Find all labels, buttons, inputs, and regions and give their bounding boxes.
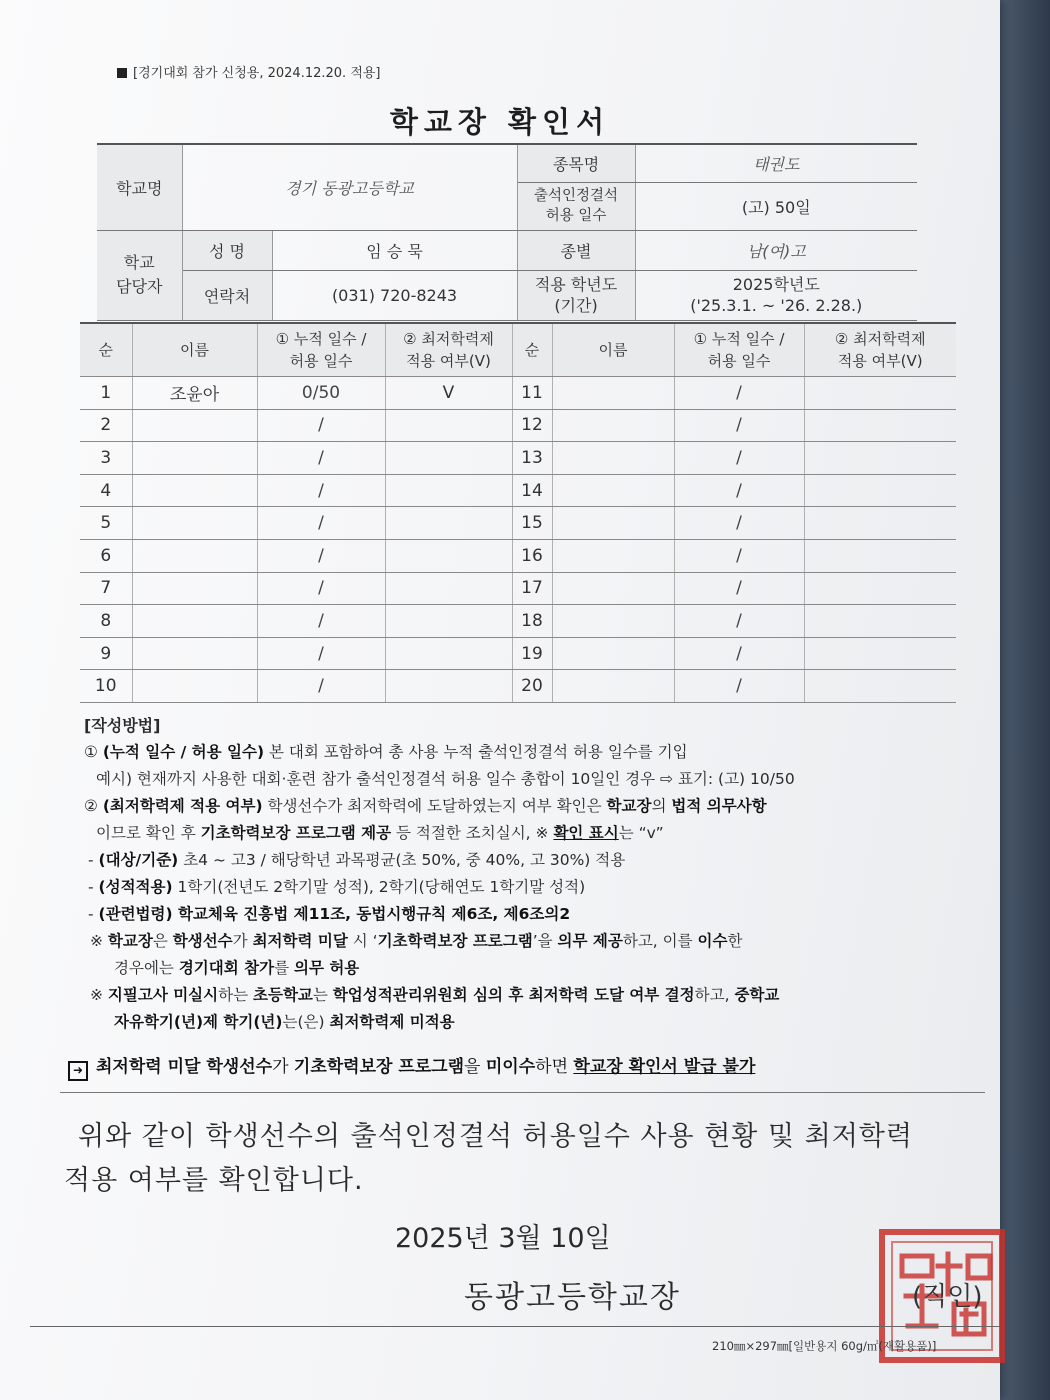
- col-min-line2: 적용 여부(V): [406, 352, 491, 370]
- manager-label-line1: 학교: [123, 253, 155, 272]
- d1-b: (대상/기준): [98, 851, 179, 869]
- year-label-line1: 적용 학년도: [534, 275, 618, 294]
- table-row: [80, 377, 956, 410]
- i2-f: 법적 의무사항: [671, 797, 767, 815]
- row-min-left: [385, 637, 512, 670]
- warning-f: 하면: [535, 1057, 574, 1077]
- row-days-right: /: [674, 539, 804, 572]
- confirmation-text: [64, 1115, 984, 1203]
- n2-g: 하고,: [694, 986, 735, 1004]
- row-no-left: 4: [80, 474, 132, 507]
- d1-c: 초4 ~ 고3 / 해당학년 과목평균(초 50%, 중 40%, 고 30%) 적용: [178, 851, 626, 869]
- sport-value: 태권도: [635, 144, 917, 182]
- row-min-right: [804, 442, 956, 475]
- note-2-cont: [84, 1009, 984, 1036]
- seal-label: (직인): [912, 1282, 983, 1312]
- i2-k: 는 “v”: [618, 824, 664, 842]
- table-row: [80, 474, 956, 507]
- n1-i: ’을: [532, 932, 558, 950]
- row-min-left: [385, 670, 512, 703]
- col-min-line1: ② 최저학력제: [403, 330, 494, 348]
- absence-label-line2: 허용 일수: [545, 208, 607, 224]
- col-no-left: 순: [80, 323, 132, 377]
- document-title: 학교장 확인서: [389, 105, 611, 139]
- row-no-right: 11: [512, 377, 552, 410]
- arrow-right-box-icon: ➜: [68, 1061, 88, 1081]
- d1-a: -: [88, 851, 99, 869]
- row-days-left: /: [257, 409, 385, 442]
- i2-b: (최저학력제 적용 여부): [102, 797, 263, 815]
- row-min-right: [804, 572, 956, 605]
- instructions-heading: [작성방법]: [84, 716, 161, 735]
- n2-c: 하는: [218, 986, 254, 1004]
- d3-b: (관련법령) 학교체육 진흥법 제11조, 동법시행규칙 제6조, 제6조의2: [98, 905, 571, 923]
- n1-q: 의무 허용: [293, 959, 360, 977]
- row-days-left: /: [257, 572, 385, 605]
- instruction-2: [84, 793, 984, 820]
- row-min-right: [804, 539, 956, 572]
- detail-target: [84, 847, 984, 874]
- col-days-left: [257, 323, 385, 377]
- n1-d: 학생선수: [172, 932, 233, 950]
- info-table: [97, 143, 917, 321]
- row-days-right: /: [674, 507, 804, 540]
- row-min-left: [385, 539, 512, 572]
- n2-h: 중학교: [734, 986, 780, 1004]
- row-no-left: 5: [80, 507, 132, 540]
- col-days-right: [674, 323, 804, 377]
- i1-b: (누적 일수 / 허용 일수): [102, 743, 265, 761]
- col-name-right: 이름: [552, 323, 674, 377]
- i2-i: 등 적절한 조치실시, ※: [391, 824, 554, 842]
- row-no-left: 3: [80, 442, 132, 475]
- row-no-left: 6: [80, 539, 132, 572]
- issue-date: 2025년 3월 10일: [395, 1223, 611, 1254]
- table-row: [80, 409, 956, 442]
- name-label: 성 명: [182, 230, 272, 270]
- manager-label: [97, 230, 182, 320]
- confirmation-line2: 적용 여부를 확인합니다.: [64, 1165, 364, 1196]
- row-no-left: 7: [80, 572, 132, 605]
- warning-e: 미이수: [485, 1057, 536, 1077]
- n1-k: 하고, 이를: [622, 932, 698, 950]
- instruction-2-cont: [84, 820, 984, 847]
- warning-c: 기초학력보장 프로그램: [293, 1057, 465, 1077]
- col-days-line2: 허용 일수: [289, 352, 353, 370]
- row-name-left: [132, 474, 257, 507]
- row-min-left: [385, 409, 512, 442]
- manager-label-line2: 담당자: [116, 277, 163, 296]
- col-min-left: [385, 323, 512, 377]
- n1-g: 시 ‘: [347, 932, 378, 950]
- n2-a: ※: [90, 986, 108, 1004]
- row-days-right: /: [674, 442, 804, 475]
- year-label-line2: (기간): [554, 296, 598, 315]
- square-bullet-icon: [117, 68, 127, 78]
- contact-value: (031) 720-8243: [272, 270, 517, 320]
- paper-spec: 210㎜×297㎜[일반용지 60g/㎡(재활용품)]: [712, 1339, 937, 1353]
- n1-m: 한: [727, 932, 743, 950]
- i1-c: 본 대회 포함하여 총 사용 누적 출석인정결석 허용 일수를 기입: [264, 743, 688, 761]
- row-name-right: [552, 605, 674, 638]
- row-name-right: [552, 507, 674, 540]
- row-no-right: 14: [512, 474, 552, 507]
- school-label: 학교명: [97, 144, 182, 230]
- col-no-right: 순: [512, 323, 552, 377]
- warning-line: [68, 1052, 755, 1081]
- sport-label: 종목명: [517, 144, 635, 182]
- row-min-right: [804, 507, 956, 540]
- n2-f: 학업성적관리위원회 심의 후 최저학력 도달 여부 결정: [332, 986, 695, 1004]
- row-name-right: [552, 474, 674, 507]
- notice-text: [경기대회 참가 신청용, 2024.12.20. 적용]: [133, 66, 381, 81]
- row-days-left: /: [257, 507, 385, 540]
- row-no-right: 18: [512, 605, 552, 638]
- row-days-left: /: [257, 442, 385, 475]
- row-name-right: [552, 670, 674, 703]
- row-days-right: /: [674, 572, 804, 605]
- row-no-right: 20: [512, 670, 552, 703]
- n1-p: 를: [274, 959, 294, 977]
- row-name-left: [132, 539, 257, 572]
- row-min-left: [385, 474, 512, 507]
- row-no-right: 17: [512, 572, 552, 605]
- n2-e: 는: [312, 986, 333, 1004]
- row-name-left: 조윤아: [132, 377, 257, 410]
- absence-days-label: [517, 182, 635, 230]
- principal-name: 동광고등학교장: [464, 1280, 681, 1315]
- contact-label: 연락처: [182, 270, 272, 320]
- row-no-left: 1: [80, 377, 132, 410]
- n1-f: 최저학력 미달: [252, 932, 348, 950]
- table-row: [80, 637, 956, 670]
- row-no-right: 13: [512, 442, 552, 475]
- absence-days-value: (고) 50일: [635, 182, 917, 230]
- row-days-right: /: [674, 605, 804, 638]
- confirmation-line1: 위와 같이 학생선수의 출석인정결석 허용일수 사용 현황 및 최저학력: [78, 1121, 913, 1152]
- row-days-left: /: [257, 670, 385, 703]
- row-days-right: /: [674, 670, 804, 703]
- year-value-line1: 2025학년도: [732, 275, 820, 294]
- category-label: 종별: [517, 230, 635, 270]
- row-days-left: /: [257, 539, 385, 572]
- n1-l: 이수: [697, 932, 728, 950]
- n1-b: 학교장: [107, 932, 153, 950]
- col-days-line1: ① 누적 일수 /: [693, 330, 785, 348]
- n2-j: 는(은): [282, 1013, 330, 1031]
- table-row: [80, 442, 956, 475]
- n1-j: 의무 제공: [557, 932, 623, 950]
- year-label: [517, 270, 635, 320]
- col-min-right: [804, 323, 956, 377]
- row-no-right: 15: [512, 507, 552, 540]
- row-no-right: 19: [512, 637, 552, 670]
- row-name-left: [132, 605, 257, 638]
- instruction-1-example: 예시) 현재까지 사용한 대회·훈련 참가 출석인정결석 허용 일수 총합이 10일인 경우 ⇨ 표기: (고) 10/50: [96, 770, 795, 788]
- note-1-cont: [84, 955, 984, 982]
- row-min-right: [804, 474, 956, 507]
- row-name-left: [132, 572, 257, 605]
- row-name-right: [552, 377, 674, 410]
- n1-n: 경우에는: [114, 959, 179, 977]
- row-no-left: 10: [80, 670, 132, 703]
- row-name-left: [132, 409, 257, 442]
- row-name-left: [132, 637, 257, 670]
- detail-law: [84, 901, 984, 928]
- row-name-left: [132, 507, 257, 540]
- i2-a: ②: [84, 797, 103, 815]
- warning-d: 을: [464, 1057, 486, 1077]
- row-name-left: [132, 442, 257, 475]
- instruction-1: [84, 739, 984, 766]
- row-no-left: 8: [80, 605, 132, 638]
- d2-a: -: [88, 878, 99, 896]
- n2-d: 초등학교: [253, 986, 313, 1004]
- i2-g: 이므로 확인 후: [96, 824, 201, 842]
- d3-a: -: [88, 905, 99, 923]
- row-days-right: /: [674, 377, 804, 410]
- row-min-right: [804, 637, 956, 670]
- footer-divider: [30, 1326, 1000, 1327]
- row-no-right: 16: [512, 539, 552, 572]
- row-no-left: 2: [80, 409, 132, 442]
- n2-i: 자유학기(년)제 학기(년): [114, 1013, 283, 1031]
- row-min-left: [385, 605, 512, 638]
- table-row: [80, 507, 956, 540]
- d2-b: (성적적용): [98, 878, 173, 896]
- notice-line: [117, 62, 381, 81]
- year-value: [635, 270, 917, 320]
- note-1: [84, 928, 984, 955]
- table-row: [80, 572, 956, 605]
- row-name-right: [552, 409, 674, 442]
- d2-c: 1학기(전년도 2학기말 성적), 2학기(당해연도 1학기말 성적): [172, 878, 586, 896]
- row-name-right: [552, 442, 674, 475]
- row-days-left: /: [257, 474, 385, 507]
- i1-a: ①: [84, 743, 103, 761]
- student-list-table: [80, 322, 956, 703]
- row-days-left: /: [257, 637, 385, 670]
- row-min-left: [385, 442, 512, 475]
- row-days-left: /: [257, 605, 385, 638]
- row-min-right: [804, 409, 956, 442]
- i2-c: 학생선수가 최저학력에 도달하였는지 여부 확인은: [262, 797, 607, 815]
- absence-label-line1: 출석인정결석: [533, 188, 619, 204]
- col-name-left: 이름: [132, 323, 257, 377]
- category-value: 남(여)고: [635, 230, 917, 270]
- school-value: 경기 동광고등학교: [182, 144, 517, 230]
- n1-c: 은: [152, 932, 173, 950]
- row-days-right: /: [674, 474, 804, 507]
- n1-o: 경기대회 참가: [178, 959, 275, 977]
- i2-j: 확인 표시: [553, 824, 619, 842]
- warning-b: 가: [272, 1057, 294, 1077]
- col-days-line2: 허용 일수: [707, 352, 771, 370]
- student-list-body: [80, 377, 956, 703]
- n2-k: 최저학력제 미적용: [329, 1013, 455, 1031]
- col-days-line1: ① 누적 일수 /: [275, 330, 367, 348]
- row-min-right: [804, 670, 956, 703]
- n2-b: 지필고사 미실시: [107, 986, 219, 1004]
- name-value: 임 승 묵: [272, 230, 517, 270]
- year-value-line2: ('25.3.1. ~ '26. 2.28.): [690, 296, 863, 315]
- table-row: [80, 539, 956, 572]
- i2-h: 기초학력보장 프로그램 제공: [200, 824, 392, 842]
- row-min-right: [804, 377, 956, 410]
- warning-a: 최저학력 미달 학생선수: [96, 1057, 273, 1077]
- row-no-right: 12: [512, 409, 552, 442]
- row-no-left: 9: [80, 637, 132, 670]
- row-min-right: [804, 605, 956, 638]
- warning-g: 학교장 확인서 발급 불가: [573, 1057, 756, 1077]
- i2-d: 학교장: [606, 797, 652, 815]
- instructions: [84, 712, 984, 1036]
- n1-a: ※: [90, 932, 108, 950]
- divider: [60, 1092, 985, 1093]
- row-min-left: [385, 572, 512, 605]
- row-name-right: [552, 539, 674, 572]
- col-min-line2: 적용 여부(V): [837, 352, 923, 370]
- row-name-right: [552, 637, 674, 670]
- row-days-right: /: [674, 409, 804, 442]
- n1-h: 기초학력보장 프로그램: [377, 932, 533, 950]
- row-name-right: [552, 572, 674, 605]
- table-row: [80, 670, 956, 703]
- row-min-left: [385, 507, 512, 540]
- row-days-right: /: [674, 637, 804, 670]
- col-min-line1: ② 최저학력제: [834, 330, 926, 348]
- row-name-left: [132, 670, 257, 703]
- row-min-left: V: [385, 377, 512, 410]
- detail-grade: [84, 874, 984, 901]
- table-row: [80, 605, 956, 638]
- row-days-left: 0/50: [257, 377, 385, 410]
- n1-e: 가: [232, 932, 253, 950]
- note-2: [84, 982, 984, 1009]
- i2-e: 의: [651, 797, 672, 815]
